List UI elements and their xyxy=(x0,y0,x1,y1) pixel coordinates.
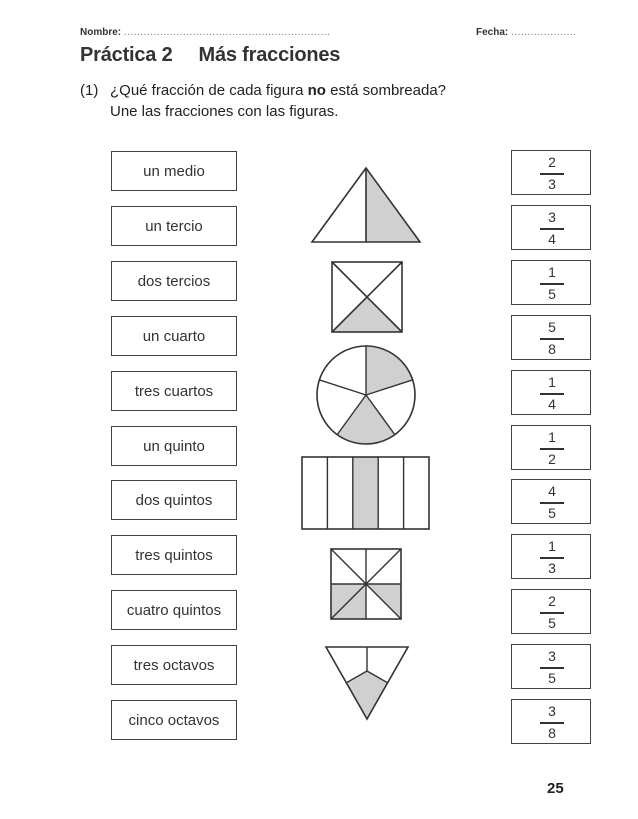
fraction-numerator: 3 xyxy=(548,703,556,719)
name-label: Nombre: xyxy=(80,27,122,38)
fraction-bar xyxy=(540,722,564,724)
instruction-line1-bold: no xyxy=(307,82,326,99)
word-box[interactable] xyxy=(111,371,237,411)
fraction-numerator: 1 xyxy=(548,429,556,445)
shaded-region xyxy=(346,671,388,719)
word-box-label: cuatro quintos xyxy=(126,601,222,619)
topic-label: Más fracciones xyxy=(198,44,341,66)
fraction-bar xyxy=(540,338,564,340)
fraction-denominator: 3 xyxy=(548,175,556,192)
shaded-region xyxy=(337,395,395,444)
fraction-bar xyxy=(540,173,564,175)
fraction xyxy=(534,538,570,577)
word-box[interactable] xyxy=(111,535,237,575)
instruction-line1-before: ¿Qué fracción de cada figura xyxy=(110,82,308,99)
fraction-numerator: 2 xyxy=(548,593,556,609)
circle-fifths-figure xyxy=(314,343,418,447)
word-box-label: un cuarto xyxy=(142,327,206,345)
word-box[interactable] xyxy=(111,590,237,630)
name-dots: ............................................................... xyxy=(123,27,331,38)
word-box-label: tres octavos xyxy=(133,656,215,674)
fraction-bar xyxy=(540,283,564,285)
fraction-box[interactable] xyxy=(511,260,591,305)
instruction-line1-after: está sombreada? xyxy=(325,82,447,99)
fraction-box[interactable] xyxy=(511,699,591,744)
fraction xyxy=(534,429,570,468)
word-box-label: un medio xyxy=(143,162,205,180)
square-quarters-figure xyxy=(330,260,404,334)
fraction-bar xyxy=(540,393,564,395)
fraction-denominator: 8 xyxy=(548,724,556,741)
fraction-box[interactable] xyxy=(511,315,591,360)
word-box[interactable] xyxy=(111,426,237,466)
fraction xyxy=(534,319,570,358)
fraction-numerator: 5 xyxy=(548,319,556,335)
fraction xyxy=(534,154,570,193)
fraction-denominator: 2 xyxy=(548,450,556,467)
fraction-bar xyxy=(540,502,564,504)
fraction-box[interactable] xyxy=(511,589,591,634)
fraction xyxy=(534,593,570,632)
date-dots: .................... xyxy=(511,27,577,38)
word-box[interactable] xyxy=(111,261,237,301)
fraction-numerator: 1 xyxy=(548,538,556,554)
fraction-denominator: 5 xyxy=(548,614,556,631)
date-field[interactable] xyxy=(476,27,577,38)
name-field[interactable] xyxy=(80,27,330,38)
fraction-denominator: 5 xyxy=(548,504,556,521)
fraction xyxy=(534,703,570,742)
rectangle-fifths-figure xyxy=(300,455,431,531)
word-box-label: dos tercios xyxy=(137,272,211,290)
word-box-label: tres cuartos xyxy=(134,382,214,400)
fraction-bar xyxy=(540,228,564,230)
fraction-box[interactable] xyxy=(511,370,591,415)
fraction-box[interactable] xyxy=(511,150,591,195)
fraction-numerator: 2 xyxy=(548,154,556,170)
fraction xyxy=(534,483,570,522)
word-box-label: cinco octavos xyxy=(128,711,220,729)
shaded-region xyxy=(353,457,378,529)
radius-line xyxy=(319,380,366,395)
word-box[interactable] xyxy=(111,700,237,740)
fraction-bar xyxy=(540,612,564,614)
fraction-denominator: 5 xyxy=(548,669,556,686)
word-box-label: un tercio xyxy=(145,217,203,235)
fraction xyxy=(534,209,570,248)
fraction xyxy=(534,648,570,687)
fraction-box[interactable] xyxy=(511,644,591,689)
word-box-label: dos quintos xyxy=(135,491,213,509)
instructions xyxy=(80,80,446,122)
word-box-label: un quinto xyxy=(143,437,205,455)
practice-label: Práctica 2 xyxy=(80,44,173,66)
word-box[interactable] xyxy=(111,480,237,520)
page-title xyxy=(80,44,340,67)
fraction-numerator: 3 xyxy=(548,209,556,225)
fraction-numerator: 3 xyxy=(548,648,556,664)
fraction-bar xyxy=(540,448,564,450)
date-label: Fecha: xyxy=(476,27,509,38)
fraction-numerator: 1 xyxy=(548,374,556,390)
triangle-halves-figure xyxy=(310,166,422,244)
fraction-denominator: 3 xyxy=(548,559,556,576)
fraction-box[interactable] xyxy=(511,534,591,579)
word-box[interactable] xyxy=(111,645,237,685)
fraction-denominator: 4 xyxy=(548,230,556,247)
fraction xyxy=(534,374,570,413)
fraction-box[interactable] xyxy=(511,425,591,470)
fraction-numerator: 4 xyxy=(548,483,556,499)
fraction-denominator: 8 xyxy=(548,340,556,357)
exercise-number: (1) xyxy=(80,82,99,99)
fraction-denominator: 5 xyxy=(548,285,556,302)
word-box[interactable] xyxy=(111,151,237,191)
page-number: 25 xyxy=(547,780,564,797)
fraction-bar xyxy=(540,557,564,559)
fraction xyxy=(534,264,570,303)
square-eighths-figure xyxy=(329,547,403,621)
fraction-numerator: 1 xyxy=(548,264,556,280)
word-box[interactable] xyxy=(111,206,237,246)
fraction-box[interactable] xyxy=(511,479,591,524)
instruction-line2: Une las fracciones con las figuras. xyxy=(110,103,339,120)
fraction-box[interactable] xyxy=(511,205,591,250)
shaded-region xyxy=(332,297,402,332)
word-box-label: tres quintos xyxy=(135,546,213,564)
triangle-thirds-figure xyxy=(324,645,410,721)
fraction-bar xyxy=(540,667,564,669)
fraction-denominator: 4 xyxy=(548,395,556,412)
word-box[interactable] xyxy=(111,316,237,356)
